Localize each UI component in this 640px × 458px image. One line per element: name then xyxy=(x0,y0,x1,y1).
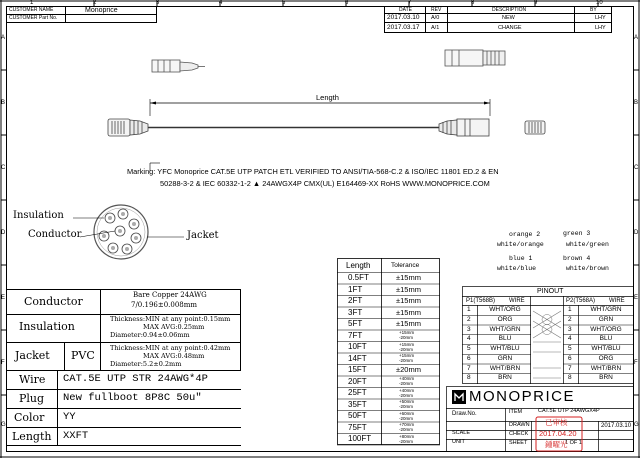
pinout-p1-wire: ORG xyxy=(497,315,513,323)
pinout-p1-pin: 5 xyxy=(467,345,471,352)
spec-conductor-value-1: Bare Copper 24AWG xyxy=(133,291,207,299)
spec-jacket-label: Jacket xyxy=(15,349,50,362)
drawn-label: DRAWN xyxy=(509,422,530,428)
item-value: CAT.5E UTP 24AWGX4P xyxy=(538,408,600,414)
pinout-p2-pin: 6 xyxy=(568,354,572,362)
row-label: E xyxy=(1,295,6,301)
tolerance-row-value: +50mm -20mm xyxy=(399,399,415,409)
rev-date-label: DATE xyxy=(399,7,412,13)
tolerance-row-value: +40mm -20mm xyxy=(399,387,415,398)
pinout-p1-pin: 1 xyxy=(467,306,471,313)
spec-length-label: Length xyxy=(12,430,52,443)
tolerance-row-length: 14FT xyxy=(348,353,367,363)
rev-date: 2017.03.17 xyxy=(387,24,420,31)
tolerance-row-value: ±20mm xyxy=(396,365,421,374)
legend-blue-colors: white/blue xyxy=(497,265,537,272)
spec-insulation-value-1: Thickness:MIN at any point:0.15mm xyxy=(110,315,231,323)
insulation-callout: Insulation xyxy=(13,210,64,221)
length-dimension-label: Length xyxy=(316,93,339,102)
pinout-p2-wire: GRN xyxy=(598,315,614,323)
spec-jacket-value-3: Diameter:5.2±0.2mm xyxy=(110,360,182,368)
rev-rev-label: REV xyxy=(431,7,442,13)
pinout-p2-wire: BLU xyxy=(599,335,613,343)
pinout-p2-wire: WHT/ORG xyxy=(590,325,622,333)
sheet-value: 1 OF 1 xyxy=(565,440,582,446)
stamp-line3: 鍾曜光 xyxy=(545,440,568,449)
draw-no-label: Draw.No. xyxy=(452,411,477,417)
stamp-line1: 已审核 xyxy=(545,418,568,427)
legend-orange-num: orange 2 xyxy=(509,231,541,238)
col-label: 4 xyxy=(219,0,223,6)
tolerance-row-length: 35FT xyxy=(348,399,367,409)
pinout-p2-pin: 3 xyxy=(568,325,572,333)
unit-label: UNIT xyxy=(452,439,465,445)
pinout-p1-wire: WHT/GRN xyxy=(489,325,521,333)
tolerance-row-value: ±15mm xyxy=(396,319,421,328)
pinout-p1-wire: WHT/BRN xyxy=(489,364,521,372)
tolerance-row-length: 100FT xyxy=(348,434,372,443)
col-label: 8 xyxy=(471,0,475,6)
spec-insulation-label: Insulation xyxy=(19,320,75,333)
pinout-p2-pin: 5 xyxy=(568,345,572,352)
tolerance-row-length: 0.5FT xyxy=(348,273,369,282)
pinout-p2-label: P2(T568A) xyxy=(566,298,596,304)
pinout-title: PINOUT xyxy=(537,288,564,295)
row-label: B xyxy=(634,100,639,106)
tolerance-row-length: 10FT xyxy=(348,342,367,351)
rev-desc-label: DESCRIPTION xyxy=(492,7,527,13)
rev-rev: A/0 xyxy=(431,15,440,21)
monoprice-logo-mark xyxy=(452,390,466,404)
pinout-p2-wire: BRN xyxy=(599,374,613,382)
col-label: 2 xyxy=(93,0,97,6)
row-label: E xyxy=(634,295,639,301)
spec-plug-label: Plug xyxy=(19,392,45,405)
tolerance-row-length: 1FT xyxy=(348,284,363,294)
pinout-p1-pin: 7 xyxy=(467,364,471,372)
row-label: C xyxy=(1,165,6,171)
tolerance-row-length: 3FT xyxy=(348,307,363,317)
pinout-p2-wire: ORG xyxy=(598,354,614,362)
pinout-p1-pin: 6 xyxy=(467,354,471,362)
pinout-p2-wire: WHT/BRN xyxy=(590,364,622,372)
tolerance-row-length: 2FT xyxy=(348,296,363,305)
legend-green-num: green 3 xyxy=(563,230,591,237)
pinout-wire-label: WIRE xyxy=(609,298,625,304)
tolerance-row-value: +70mm -20mm xyxy=(399,422,415,432)
rev-date: 2017.03.10 xyxy=(387,14,420,21)
customer-name-label: CUSTOMER NAME xyxy=(9,7,54,13)
legend-brown-colors: white/brown xyxy=(566,265,609,272)
legend-orange-colors: white/orange xyxy=(497,241,544,248)
spec-jacket-material: PVC xyxy=(71,349,95,362)
pinout-p1-pin: 8 xyxy=(467,374,471,382)
pinout-p2-wire: WHT/GRN xyxy=(590,306,622,313)
pinout-p2-pin: 8 xyxy=(568,374,572,382)
tolerance-row-length: 50FT xyxy=(348,411,367,420)
rev-by: LHY xyxy=(595,25,606,31)
tolerance-col-length: Length xyxy=(346,261,371,270)
item-label: ITEM xyxy=(509,409,523,415)
tolerance-row-value: ±15mm xyxy=(396,307,421,317)
row-label: F xyxy=(1,360,5,366)
col-label: 3 xyxy=(156,0,160,6)
rev-rev: A/1 xyxy=(431,25,440,31)
tolerance-row-value: ±15mm xyxy=(396,296,421,305)
customer-part-label: CUSTOMER Part No. xyxy=(9,15,58,21)
tolerance-row-length: 75FT xyxy=(348,422,367,432)
row-label: F xyxy=(634,360,638,366)
drawn-value: 2017.03.10 xyxy=(601,423,632,429)
jacket-callout: Jacket xyxy=(187,230,219,241)
row-label: A xyxy=(634,35,639,41)
spec-jacket-value-1: Thickness:MIN at any point:0.42mm xyxy=(110,344,231,352)
col-label: 9 xyxy=(534,0,538,6)
tolerance-row-value: +15mm -20mm xyxy=(399,341,415,352)
col-label: 10 xyxy=(596,0,603,6)
tolerance-col-tolerance: Tolerance xyxy=(391,262,420,269)
row-label: G xyxy=(634,422,639,428)
tolerance-row-value: +15mm -20mm xyxy=(399,353,415,363)
pinout-p1-pin: 2 xyxy=(467,315,471,323)
spec-length-value: XXFT xyxy=(63,430,89,442)
pinout-p1-pin: 3 xyxy=(467,325,471,333)
pinout-p1-wire: WHT/BLU xyxy=(490,345,520,352)
pinout-p1-label: P1(T568B) xyxy=(466,298,496,304)
row-label: B xyxy=(1,100,6,106)
scale-label: SCALE xyxy=(452,430,471,436)
tolerance-row-value: ±15mm xyxy=(396,273,421,282)
col-label: 7 xyxy=(408,0,412,6)
tolerance-row-value: +80mm -20mm xyxy=(399,433,415,444)
tolerance-row-length: 15FT xyxy=(348,365,367,374)
tolerance-row-length: 25FT xyxy=(348,388,367,397)
spec-color-label: Color xyxy=(14,411,45,424)
pinout-p1-wire: GRN xyxy=(497,354,513,362)
brand-name: MONOPRICE xyxy=(469,388,576,405)
pinout-p1-pin: 4 xyxy=(467,335,471,343)
spec-conductor-label: Conductor xyxy=(24,295,83,308)
row-label: D xyxy=(1,230,6,236)
tolerance-row-value: +60mm -20mm xyxy=(399,410,415,421)
rev-desc: CHANGE xyxy=(498,25,522,31)
col-label: 5 xyxy=(282,0,286,6)
pinout-p1-wire: BRN xyxy=(498,374,512,382)
pinout-p1-wire: BLU xyxy=(498,335,512,343)
legend-green-colors: white/green xyxy=(566,241,609,248)
stamp-line2: 2017.04.20 xyxy=(539,429,577,438)
conductor-callout: Conductor xyxy=(28,229,82,240)
legend-brown-num: brown 4 xyxy=(563,255,591,262)
row-label: D xyxy=(634,230,639,236)
spec-wire-label: Wire xyxy=(19,373,46,386)
tolerance-row-value: ±15mm xyxy=(396,284,421,294)
spec-color-value: YY xyxy=(63,411,76,423)
spec-jacket-value-2: MAX AVG:0.48mm xyxy=(143,352,205,360)
row-label: C xyxy=(634,165,639,171)
pinout-p2-pin: 4 xyxy=(568,335,572,343)
col-label: 6 xyxy=(345,0,349,6)
rev-by-label: BY xyxy=(590,7,597,13)
pinout-wire-label: WIRE xyxy=(509,298,525,304)
spec-insulation-value-2: MAX AVG:0.25mm xyxy=(143,323,205,331)
pinout-p2-wire: WHT/BLU xyxy=(591,345,621,352)
spec-wire-value: CAT.5E UTP STR 24AWG*4P xyxy=(63,373,208,385)
pinout-p2-pin: 2 xyxy=(568,315,572,323)
tolerance-row-value: +15mm -20mm xyxy=(399,330,415,340)
tolerance-row-value: +40mm -20mm xyxy=(399,376,415,386)
pinout-p2-pin: 7 xyxy=(568,364,572,372)
pinout-p2-pin: 1 xyxy=(568,306,572,313)
spec-plug-value: New fullboot 8P8C 50u" xyxy=(63,392,202,404)
customer-name-value: Monoprice xyxy=(85,7,118,14)
marking-text-line2: 50288-3-2 & IEC 60332-1-2 ▲ 24AWGX4P CMX(UL) E164469-XX RoHS WWW.MONOPRICE.COM xyxy=(160,179,490,188)
tolerance-row-length: 5FT xyxy=(348,319,363,328)
pinout-p1-wire: WHT/ORG xyxy=(489,306,521,313)
tolerance-row-length: 7FT xyxy=(348,330,363,340)
marking-text-line1: Marking: YFC Monoprice CAT.5E UTP PATCH ETL VERIFIED TO ANSI/TIA-568-C.2 & ISO/IEC 11801 ED.2 & EN xyxy=(127,167,499,176)
col-label: 1 xyxy=(30,0,34,6)
spec-conductor-value-2: 7/0.196±0.008mm xyxy=(131,301,198,309)
check-label: CHECK xyxy=(509,431,529,437)
row-label: A xyxy=(1,35,6,41)
rev-by: LHY xyxy=(595,15,606,21)
row-label: G xyxy=(1,422,6,428)
rev-desc: NEW xyxy=(502,15,515,21)
tolerance-row-length: 20FT xyxy=(348,376,367,386)
legend-blue-num: blue 1 xyxy=(509,255,533,262)
sheet-label: SHEET xyxy=(509,440,528,446)
spec-insulation-value-3: Diameter:0.94±0.06mm xyxy=(110,331,190,339)
